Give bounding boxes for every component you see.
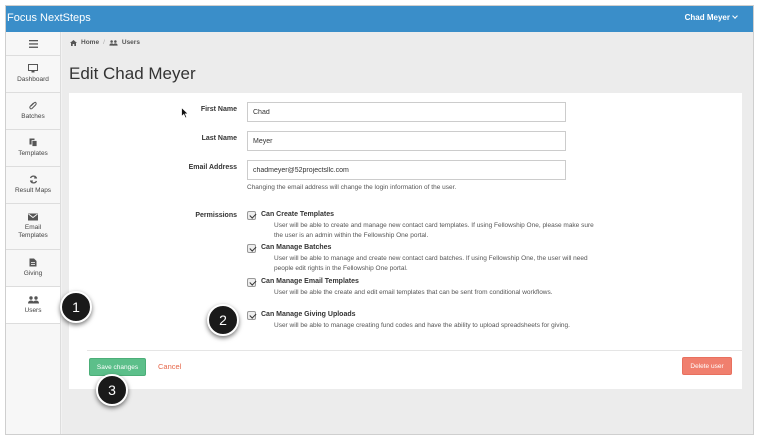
page-title: Edit Chad Meyer — [69, 64, 196, 83]
permission-description: User will be able to create and manage new contact card templates. If using Fellowship One, please make sure the user is an admin within the Fellowship One portal. — [274, 222, 594, 239]
email-input[interactable] — [247, 160, 566, 180]
top-navbar — [6, 6, 753, 32]
email-help-text: Changing the email address will change the login information of the user. — [247, 184, 457, 191]
permission-description: User will be able to manage creating fund codes and have the ability to upload spreadsheets for giving. — [274, 322, 570, 329]
callout-1: 1 — [60, 291, 92, 323]
chevron-down-icon — [732, 13, 738, 19]
delete-user-button[interactable]: Delete user — [682, 357, 732, 375]
sidebar-item-result-maps[interactable] — [6, 167, 60, 204]
sidebar-item-batches[interactable] — [6, 93, 60, 130]
breadcrumb-separator: / — [103, 39, 105, 46]
home-icon — [70, 40, 77, 46]
callout-2: 2 — [207, 304, 239, 336]
sidebar-item-users[interactable] — [6, 287, 60, 324]
form-divider — [87, 350, 742, 351]
brand-logo[interactable]: Focus NextSteps — [7, 12, 91, 24]
email-label: Email Address — [188, 164, 237, 171]
sidebar-item-label: Templates — [18, 150, 48, 157]
sidebar-item-label: Users — [24, 306, 42, 314]
permissions-label: Permissions — [195, 212, 237, 219]
refresh-icon — [29, 175, 38, 184]
mouse-cursor-icon — [181, 107, 189, 119]
breadcrumb — [70, 39, 140, 46]
edit-user-form — [69, 93, 742, 389]
paperclip-icon — [29, 101, 37, 110]
breadcrumb-users[interactable]: Users — [121, 39, 140, 46]
last-name-label: Last Name — [201, 135, 237, 142]
permission-checkbox[interactable] — [247, 211, 256, 220]
user-menu-label: Chad Meyer — [684, 13, 730, 22]
monitor-icon — [28, 64, 38, 73]
save-changes-button[interactable]: Save changes — [89, 358, 146, 376]
sidebar — [6, 32, 61, 435]
last-name-input[interactable] — [247, 131, 566, 151]
app-window — [5, 5, 754, 435]
permission-description: User will be able the create and edit email templates that can be sent from conditional workflows. — [274, 289, 553, 296]
permission-checkbox[interactable] — [247, 278, 256, 287]
permission-title: Can Manage Giving Uploads — [261, 311, 356, 318]
permission-description: User will be able to manage and create new contact card batches. If using Fellowship One, the user will need people edit rights in the Fellowship One portal. — [274, 255, 588, 272]
sidebar-toggle[interactable] — [6, 32, 60, 56]
sidebar-item-email-templates[interactable] — [6, 204, 60, 250]
first-name-input[interactable] — [247, 102, 566, 122]
sidebar-item-label: Giving — [23, 270, 43, 277]
permission-manage-giving-uploads — [247, 311, 597, 341]
copy-icon — [29, 138, 38, 147]
breadcrumb-home[interactable]: Home — [81, 39, 100, 46]
hamburger-icon — [29, 40, 38, 48]
permission-checkbox[interactable] — [247, 311, 256, 320]
users-icon — [109, 40, 118, 46]
permission-create-templates — [247, 211, 597, 241]
sidebar-item-label: Dashboard — [17, 76, 49, 83]
sidebar-item-label: Batches — [21, 113, 45, 120]
callout-3: 3 — [96, 374, 128, 406]
cancel-link[interactable]: Cancel — [158, 362, 182, 371]
envelope-icon — [28, 213, 38, 221]
permission-title: Can Manage Batches — [261, 244, 332, 251]
permission-manage-batches — [247, 244, 597, 274]
sidebar-item-dashboard[interactable] — [6, 56, 60, 93]
file-icon — [29, 258, 37, 267]
sidebar-item-label: Email Templates — [18, 224, 48, 239]
main-content — [62, 32, 753, 434]
permission-title: Can Create Templates — [261, 211, 335, 218]
sidebar-item-giving[interactable] — [6, 250, 60, 287]
users-icon — [28, 296, 39, 304]
sidebar-item-templates[interactable] — [6, 130, 60, 167]
first-name-label: First Name — [200, 106, 237, 113]
sidebar-item-label: Result Maps — [14, 187, 52, 194]
permission-checkbox[interactable] — [247, 244, 256, 253]
permission-title: Can Manage Email Templates — [261, 278, 359, 285]
user-menu[interactable] — [685, 13, 737, 22]
permission-manage-email-templates — [247, 278, 597, 308]
